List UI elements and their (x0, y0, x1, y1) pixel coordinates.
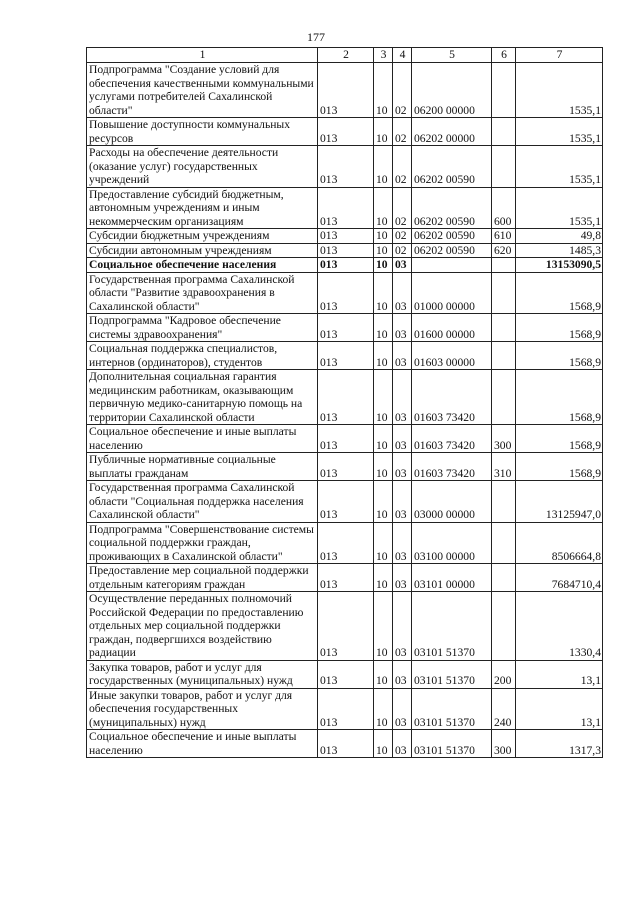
ministry-code-cell: 013 (318, 370, 374, 425)
ministry-code-cell: 013 (318, 481, 374, 523)
subsection-code-cell: 03 (393, 688, 412, 730)
header-cell: 2 (318, 48, 374, 63)
amount-cell: 1535,1 (516, 63, 603, 118)
expense-type-cell: 620 (492, 243, 516, 258)
amount-cell: 7684710,4 (516, 564, 603, 592)
section-code-cell: 10 (374, 258, 393, 273)
target-article-cell: 06202 00000 (412, 118, 492, 146)
header-cell: 7 (516, 48, 603, 63)
header-row (87, 48, 603, 63)
row-name-cell: Публичные нормативные социальные выплаты гражданам (87, 453, 318, 481)
subsection-code-cell: 03 (393, 425, 412, 453)
subsection-code-cell: 02 (393, 229, 412, 244)
header-cell: 1 (87, 48, 318, 63)
table-row (87, 243, 603, 258)
target-article-cell: 06200 00000 (412, 63, 492, 118)
ministry-code-cell: 013 (318, 660, 374, 688)
row-name-cell: Государственная программа Сахалинской области "Социальная поддержка населения Сахалинской области" (87, 481, 318, 523)
amount-cell: 1568,9 (516, 314, 603, 342)
amount-cell: 1330,4 (516, 592, 603, 661)
expense-type-cell (492, 592, 516, 661)
amount-cell: 13125947,0 (516, 481, 603, 523)
ministry-code-cell: 013 (318, 229, 374, 244)
target-article-cell (412, 258, 492, 273)
amount-cell: 1535,1 (516, 187, 603, 229)
subsection-code-cell: 03 (393, 592, 412, 661)
target-article-cell: 01603 00000 (412, 342, 492, 370)
ministry-code-cell: 013 (318, 425, 374, 453)
subsection-code-cell: 02 (393, 146, 412, 188)
target-article-cell: 01603 73420 (412, 370, 492, 425)
table-row (87, 688, 603, 730)
amount-cell: 1535,1 (516, 118, 603, 146)
target-article-cell: 03000 00000 (412, 481, 492, 523)
amount-cell: 1568,9 (516, 425, 603, 453)
table-row (87, 258, 603, 273)
amount-cell: 1568,9 (516, 342, 603, 370)
amount-cell: 13153090,5 (516, 258, 603, 273)
row-name-cell: Субсидии бюджетным учреждениям (87, 229, 318, 244)
section-code-cell: 10 (374, 688, 393, 730)
ministry-code-cell: 013 (318, 453, 374, 481)
target-article-cell: 06202 00590 (412, 146, 492, 188)
ministry-code-cell: 013 (318, 592, 374, 661)
section-code-cell: 10 (374, 564, 393, 592)
table-row (87, 522, 603, 564)
ministry-code-cell: 013 (318, 564, 374, 592)
header-cell: 5 (412, 48, 492, 63)
expense-type-cell (492, 522, 516, 564)
target-article-cell: 03101 00000 (412, 564, 492, 592)
section-code-cell: 10 (374, 425, 393, 453)
section-code-cell: 10 (374, 660, 393, 688)
ministry-code-cell: 013 (318, 342, 374, 370)
section-code-cell: 10 (374, 314, 393, 342)
target-article-cell: 01603 73420 (412, 425, 492, 453)
row-name-cell: Подпрограмма "Совершенствование системы социальной поддержки граждан, проживающих в Сахалинской области" (87, 522, 318, 564)
target-article-cell: 03101 51370 (412, 592, 492, 661)
expense-type-cell (492, 370, 516, 425)
expense-type-cell (492, 314, 516, 342)
row-name-cell: Дополнительная социальная гарантия медицинским работникам, оказывающим первичную медико-санитарную помощь на территории Сахалинской области (87, 370, 318, 425)
row-name-cell: Иные закупки товаров, работ и услуг для обеспечения государственных (муниципальных) нужд (87, 688, 318, 730)
table-row (87, 370, 603, 425)
amount-cell: 1568,9 (516, 453, 603, 481)
header-cell: 4 (393, 48, 412, 63)
expense-type-cell: 610 (492, 229, 516, 244)
amount-cell: 8506664,8 (516, 522, 603, 564)
subsection-code-cell: 03 (393, 481, 412, 523)
section-code-cell: 10 (374, 481, 393, 523)
table-row (87, 564, 603, 592)
expense-type-cell (492, 342, 516, 370)
target-article-cell: 06202 00590 (412, 229, 492, 244)
ministry-code-cell: 013 (318, 146, 374, 188)
ministry-code-cell: 013 (318, 187, 374, 229)
section-code-cell: 10 (374, 272, 393, 314)
table-row (87, 272, 603, 314)
section-code-cell: 10 (374, 730, 393, 758)
expense-type-cell (492, 564, 516, 592)
subsection-code-cell: 03 (393, 564, 412, 592)
target-article-cell: 06202 00590 (412, 187, 492, 229)
amount-cell: 1317,3 (516, 730, 603, 758)
budget-table (86, 47, 603, 758)
section-code-cell: 10 (374, 229, 393, 244)
target-article-cell: 03101 51370 (412, 730, 492, 758)
section-code-cell: 10 (374, 370, 393, 425)
table-row (87, 481, 603, 523)
row-name-cell: Расходы на обеспечение деятельности (оказание услуг) государственных учреждений (87, 146, 318, 188)
section-code-cell: 10 (374, 592, 393, 661)
ministry-code-cell: 013 (318, 314, 374, 342)
subsection-code-cell: 02 (393, 118, 412, 146)
expense-type-cell: 300 (492, 730, 516, 758)
subsection-code-cell: 03 (393, 314, 412, 342)
subsection-code-cell: 03 (393, 660, 412, 688)
header-cell: 6 (492, 48, 516, 63)
row-name-cell: Социальное обеспечение населения (87, 258, 318, 273)
page-number: 177 (307, 30, 325, 44)
row-name-cell: Социальное обеспечение и иные выплаты населению (87, 730, 318, 758)
table-row (87, 660, 603, 688)
subsection-code-cell: 03 (393, 730, 412, 758)
table-row (87, 453, 603, 481)
expense-type-cell: 310 (492, 453, 516, 481)
row-name-cell: Подпрограмма "Кадровое обеспечение системы здравоохранения" (87, 314, 318, 342)
target-article-cell: 03100 00000 (412, 522, 492, 564)
amount-cell: 13,1 (516, 688, 603, 730)
amount-cell: 1568,9 (516, 272, 603, 314)
subsection-code-cell: 03 (393, 370, 412, 425)
table-row (87, 146, 603, 188)
row-name-cell: Закупка товаров, работ и услуг для государственных (муниципальных) нужд (87, 660, 318, 688)
row-name-cell: Социальное обеспечение и иные выплаты населению (87, 425, 318, 453)
table-row (87, 314, 603, 342)
ministry-code-cell: 013 (318, 243, 374, 258)
expense-type-cell (492, 481, 516, 523)
row-name-cell: Предоставление мер социальной поддержки отдельным категориям граждан (87, 564, 318, 592)
section-code-cell: 10 (374, 63, 393, 118)
section-code-cell: 10 (374, 118, 393, 146)
subsection-code-cell: 03 (393, 272, 412, 314)
expense-type-cell: 300 (492, 425, 516, 453)
row-name-cell: Субсидии автономным учреждениям (87, 243, 318, 258)
row-name-cell: Осуществление переданных полномочий Российской Федерации по предоставлению отдельных мер социальной поддержки граждан, подвергшихся воздействию радиации (87, 592, 318, 661)
target-article-cell: 01600 00000 (412, 314, 492, 342)
amount-cell: 49,8 (516, 229, 603, 244)
section-code-cell: 10 (374, 187, 393, 229)
amount-cell: 1568,9 (516, 370, 603, 425)
expense-type-cell: 240 (492, 688, 516, 730)
amount-cell: 1535,1 (516, 146, 603, 188)
target-article-cell: 06202 00590 (412, 243, 492, 258)
ministry-code-cell: 013 (318, 522, 374, 564)
section-code-cell: 10 (374, 243, 393, 258)
expense-type-cell: 200 (492, 660, 516, 688)
table-row (87, 730, 603, 758)
table-row (87, 118, 603, 146)
table-row (87, 187, 603, 229)
row-name-cell: Повышение доступности коммунальных ресурсов (87, 118, 318, 146)
target-article-cell: 03101 51370 (412, 660, 492, 688)
target-article-cell: 01603 73420 (412, 453, 492, 481)
ministry-code-cell: 013 (318, 258, 374, 273)
row-name-cell: Подпрограмма "Создание условий для обеспечения качественными коммунальными услугами потребителей Сахалинской области" (87, 63, 318, 118)
subsection-code-cell: 02 (393, 187, 412, 229)
subsection-code-cell: 02 (393, 243, 412, 258)
table-row (87, 342, 603, 370)
ministry-code-cell: 013 (318, 118, 374, 146)
table-row (87, 63, 603, 118)
expense-type-cell: 600 (492, 187, 516, 229)
table-row (87, 425, 603, 453)
section-code-cell: 10 (374, 522, 393, 564)
expense-type-cell (492, 146, 516, 188)
expense-type-cell (492, 258, 516, 273)
section-code-cell: 10 (374, 453, 393, 481)
row-name-cell: Предоставление субсидий бюджетным, автономным учреждениям и иным некоммерческим организациям (87, 187, 318, 229)
amount-cell: 13,1 (516, 660, 603, 688)
expense-type-cell (492, 63, 516, 118)
table-row (87, 592, 603, 661)
subsection-code-cell: 03 (393, 453, 412, 481)
section-code-cell: 10 (374, 342, 393, 370)
subsection-code-cell: 03 (393, 342, 412, 370)
target-article-cell: 01000 00000 (412, 272, 492, 314)
ministry-code-cell: 013 (318, 272, 374, 314)
target-article-cell: 03101 51370 (412, 688, 492, 730)
subsection-code-cell: 02 (393, 63, 412, 118)
subsection-code-cell: 03 (393, 522, 412, 564)
ministry-code-cell: 013 (318, 688, 374, 730)
row-name-cell: Государственная программа Сахалинской области "Развитие здравоохранения в Сахалинской области" (87, 272, 318, 314)
ministry-code-cell: 013 (318, 730, 374, 758)
ministry-code-cell: 013 (318, 63, 374, 118)
table-row (87, 229, 603, 244)
subsection-code-cell: 03 (393, 258, 412, 273)
row-name-cell: Социальная поддержка специалистов, интернов (ординаторов), студентов (87, 342, 318, 370)
expense-type-cell (492, 118, 516, 146)
header-cell: 3 (374, 48, 393, 63)
amount-cell: 1485,3 (516, 243, 603, 258)
expense-type-cell (492, 272, 516, 314)
section-code-cell: 10 (374, 146, 393, 188)
